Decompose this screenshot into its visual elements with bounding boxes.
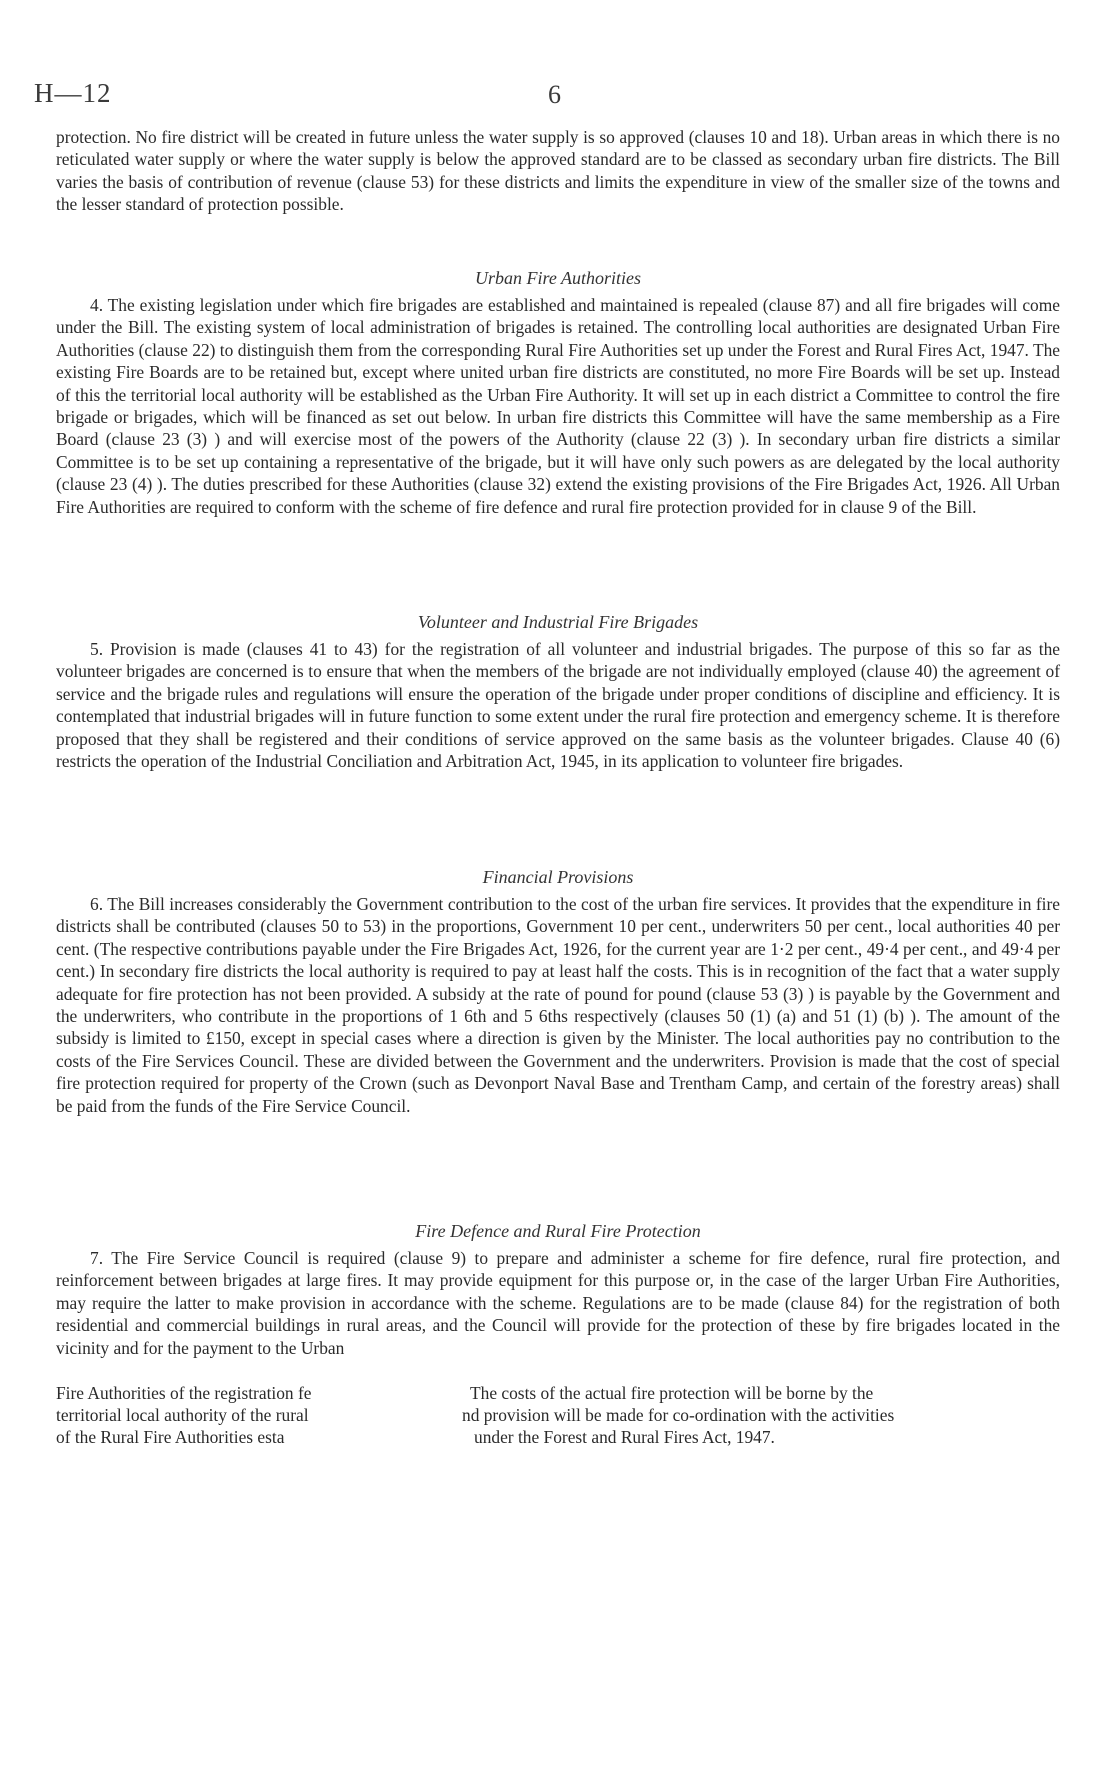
torn-line-left-1: Fire Authorities of the registration fe xyxy=(56,1383,312,1403)
paragraph-4: 4. The existing legislation under which fire brigades are established and maintained is repealed (clause 87) and all fire brigades will come under the Bill. The existing system of local administration of brigades is retained. The controlling local authorities are designated Urban Fire Authorities (clause 22) to distinguish them from the corresponding Rural Fire Authorities set up under the Forest and Rural Fires Act, 1947. The existing Fire Boards are to be retained but, except where united urban fire districts are constituted, no more Fire Boards will be set up. Instead of this the territorial local authority will be established as the Urban Fire Authority. It will set up in each district a Committee to control the fire brigade or brigades, which will be financed as set out below. In urban fire districts this Committee will have the same membership as a Fire Board (clause 23 (3) ) and will exercise most of the powers of the Authority (clause 22 (3) ). In secondary urban fire districts a similar Committee is to be set up containing a representative of the brigade, but it will have only such powers as are delegated by the local authority (clause 23 (4) ). The duties prescribed for these Authorities (clause 32) extend the existing provisions of the Fire Brigades Act, 1926. All Urban Fire Authorities are required to conform with the scheme of fire defence and rural fire protection provided for in clause 9 of the Bill. xyxy=(56,295,1060,517)
torn-line-left-2: territorial local authority of the rural xyxy=(56,1405,309,1425)
document-reference: H—12 xyxy=(34,78,112,108)
section-heading-financial-provisions: Financial Provisions xyxy=(482,867,634,887)
paragraph-6: 6. The Bill increases considerably the Government contribution to the cost of the urban fire services. It provides that the expenditure in fire districts shall be contributed (clauses 50 to 53) in the proportions, Government 10 per cent., underwriters 50 per cent., local authorities 40 per cent. (The respective contributions payable under the Fire Brigades Act, 1926, for the current year are 1·2 per cent., 49·4 per cent., and 49·4 per cent.) In secondary fire districts the local authority is required to pay at least half the costs. This is in recognition of the fact that a water supply adequate for fire protection has not been provided. A subsidy at the rate of pound for pound (clause 53 (3) ) is payable by the Government and the underwriters, who contribute in the proportions of 1 6th and 5 6ths respectively (clauses 50 (1) (a) and 51 (1) (b) ). The amount of the subsidy is limited to £150, except in special cases where a direction is given by the Minister. The local authorities pay no contribution to the costs of the Fire Services Council. These are divided between the Government and the underwriters. Provision is made that the cost of special fire protection required for property of the Crown (such as Devonport Naval Base and Trentham Camp, and certain of the forestry areas) shall be paid from the funds of the Fire Service Council. xyxy=(56,894,1060,1116)
torn-line-right-3: under the Forest and Rural Fires Act, 1947. xyxy=(474,1427,775,1447)
torn-line-left-3: of the Rural Fire Authorities esta xyxy=(56,1427,285,1447)
section-heading-volunteer-industrial-brigades: Volunteer and Industrial Fire Brigades xyxy=(417,612,699,632)
intro-paragraph: protection. No fire district will be created in future unless the water supply is so approved (clauses 10 and 18). Urban areas in which there is no reticulated water supply or where the water supply is below the approved standard are to be classed as secondary urban fire districts. The Bill varies the basis of contribution of revenue (clause 53) for these districts and limits the expenditure in view of the smaller size of the towns and the lesser standard of protection possible. xyxy=(56,127,1060,215)
page-number: 6 xyxy=(548,80,561,109)
torn-line-right-1: The costs of the actual fire protection will be borne by the xyxy=(470,1383,874,1403)
section-heading-fire-defence-rural-protection: Fire Defence and Rural Fire Protection xyxy=(415,1221,701,1241)
section-heading-urban-fire-authorities: Urban Fire Authorities xyxy=(475,268,641,288)
paragraph-7: 7. The Fire Service Council is required (clause 9) to prepare and administer a scheme for fire defence, rural fire protection, and reinforcement between brigades at large fires. It may provide equipment for this purpose or, in the case of the larger Urban Fire Authorities, may require the latter to make provision in accordance with the scheme. Regulations are to be made (clause 84) for the registration of both residential and commercial buildings in rural areas, and the Council will provide for the protection of these by fire brigades located in the vicinity and for the payment to the Urban xyxy=(56,1248,1060,1358)
paragraph-5: 5. Provision is made (clauses 41 to 43) for the registration of all volunteer and industrial brigades. The purpose of this so far as the volunteer brigades are concerned is to ensure that when the members of the brigade are not individually employed (clause 40) the agreement of service and the brigade rules and regulations will ensure the operation of the brigade under proper conditions of discipline and efficiency. It is contemplated that industrial brigades will in future function to some extent under the rural fire protection and emergency scheme. It is therefore proposed that they shall be registered and their conditions of service approved on the same basis as the volunteer brigades. Clause 40 (6) restricts the operation of the Industrial Conciliation and Arbitration Act, 1945, in its application to volunteer fire brigades. xyxy=(56,639,1060,772)
torn-line-right-2: nd provision will be made for co-ordination with the activities xyxy=(462,1405,895,1425)
